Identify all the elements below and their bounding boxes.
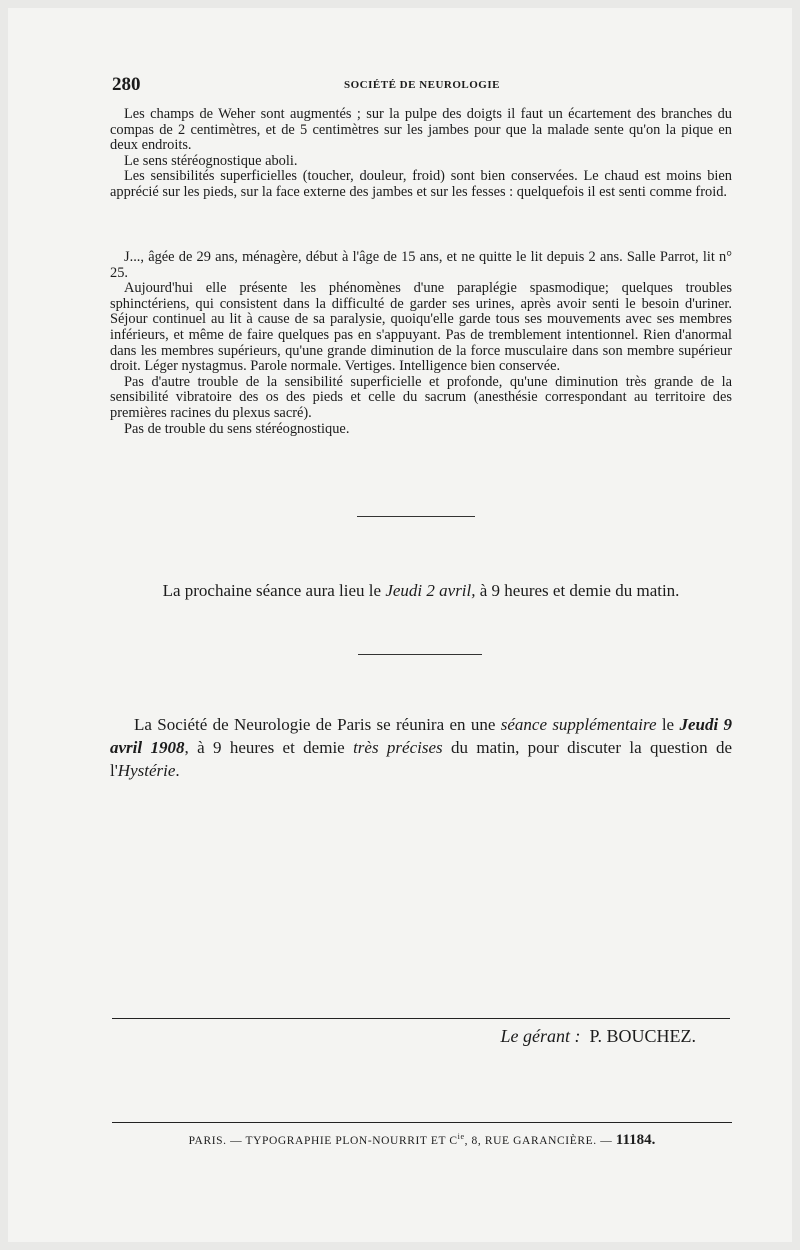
section-divider	[357, 516, 475, 517]
page-header	[112, 74, 732, 98]
announcement-date: Jeudi 2 avril,	[385, 581, 476, 600]
paragraph: Les champs de Weher sont augmentés ; sur la pulpe des doigts il faut un écartement des branches du compas de 2 centimètres, et de 5 centimètres sur les jambes pour que la malade sente qu'on la pique en deux endroits.	[110, 106, 732, 154]
imprint-divider	[112, 1122, 732, 1123]
section-divider	[358, 654, 482, 655]
announcement-text: à 9 heures et demie du matin.	[475, 581, 680, 600]
topic: Hystérie	[117, 761, 176, 780]
page-number: 280	[112, 74, 141, 95]
running-head: SOCIÉTÉ DE NEUROLOGIE	[344, 79, 500, 91]
imprint-address: , 8, RUE GARANCIÈRE. —	[464, 1134, 616, 1147]
paragraph: Les sensibilités superficielles (toucher, douleur, froid) sont bien conservées. Le chaud est moins bien apprécié sur les pieds, sur la face externe des jambes et sur les fesses : quelquefois il est senti comme froid.	[110, 168, 732, 200]
announcement-text: .	[175, 761, 180, 780]
next-session-announcement	[110, 580, 732, 602]
paragraph: Pas de trouble du sens stéréognostique.	[124, 420, 350, 437]
announcement-text: du matin, pour discuter la question de l'	[110, 738, 732, 780]
case-report-block	[110, 250, 732, 437]
announcement-text: , à 9 heures et demie	[184, 738, 354, 757]
paragraph: J..., âgée de 29 ans, ménagère, début à l'âge de 15 ans, et ne quitte le lit depuis 2 ans. Salle Parrot, lit n° 25.	[110, 249, 732, 281]
special-session-date: Jeudi 9 avril 1908	[110, 715, 732, 757]
paragraph: Aujourd'hui elle présente les phénomènes d'une paraplégie spasmodique; quelques troubles sphinctériens, qui consistent dans la difficulté de garder ses urines, après avoir senti le besoin d'uriner. Séjour continuel au lit à cause de sa paralysie, quoiqu'elle garde tous ses mouvements avec ses membres inférieurs, et même de faire quelques pas en s'appuyant. Pas de tremblement intentionnel. Rien d'anormal dans les membres supérieurs, qu'une grande diminution de la force musculaire dans son membre supérieur droit. Léger nystagmus. Parole normale. Vertiges. Intelligence bien conservée.	[110, 280, 732, 375]
signature-name: P. BOUCHEZ.	[589, 1026, 696, 1046]
signature-divider	[112, 1018, 730, 1019]
imprint-number: 11184.	[615, 1131, 656, 1148]
signature-line	[112, 1024, 696, 1048]
announcement-text: le	[656, 715, 680, 734]
paragraph: Pas d'autre trouble de la sensibilité superficielle et profonde, qu'une diminution très grande de la sensibilité vibratoire des os des pieds et celle du sacrum (anesthésie correspondant au territoire des premières racines du plexus sacré).	[110, 373, 732, 421]
imprint-text: PARIS. — TYPOGRAPHIE PLON-NOURRIT ET C	[188, 1134, 458, 1147]
printer-imprint	[112, 1128, 732, 1150]
special-session-label: séance supplémentaire	[500, 715, 657, 734]
imprint-superscript: ie	[457, 1132, 465, 1141]
announcement-text: La prochaine séance aura lieu le	[162, 581, 386, 600]
special-session-announcement	[110, 713, 732, 782]
clinical-notes-block	[110, 107, 732, 201]
precise-label: très précises	[353, 738, 443, 757]
signature-label: Le gérant :	[500, 1026, 581, 1046]
announcement-text: La Société de Neurologie de Paris se réunira en une	[134, 715, 501, 734]
paragraph: Le sens stéréognostique aboli.	[124, 152, 298, 169]
